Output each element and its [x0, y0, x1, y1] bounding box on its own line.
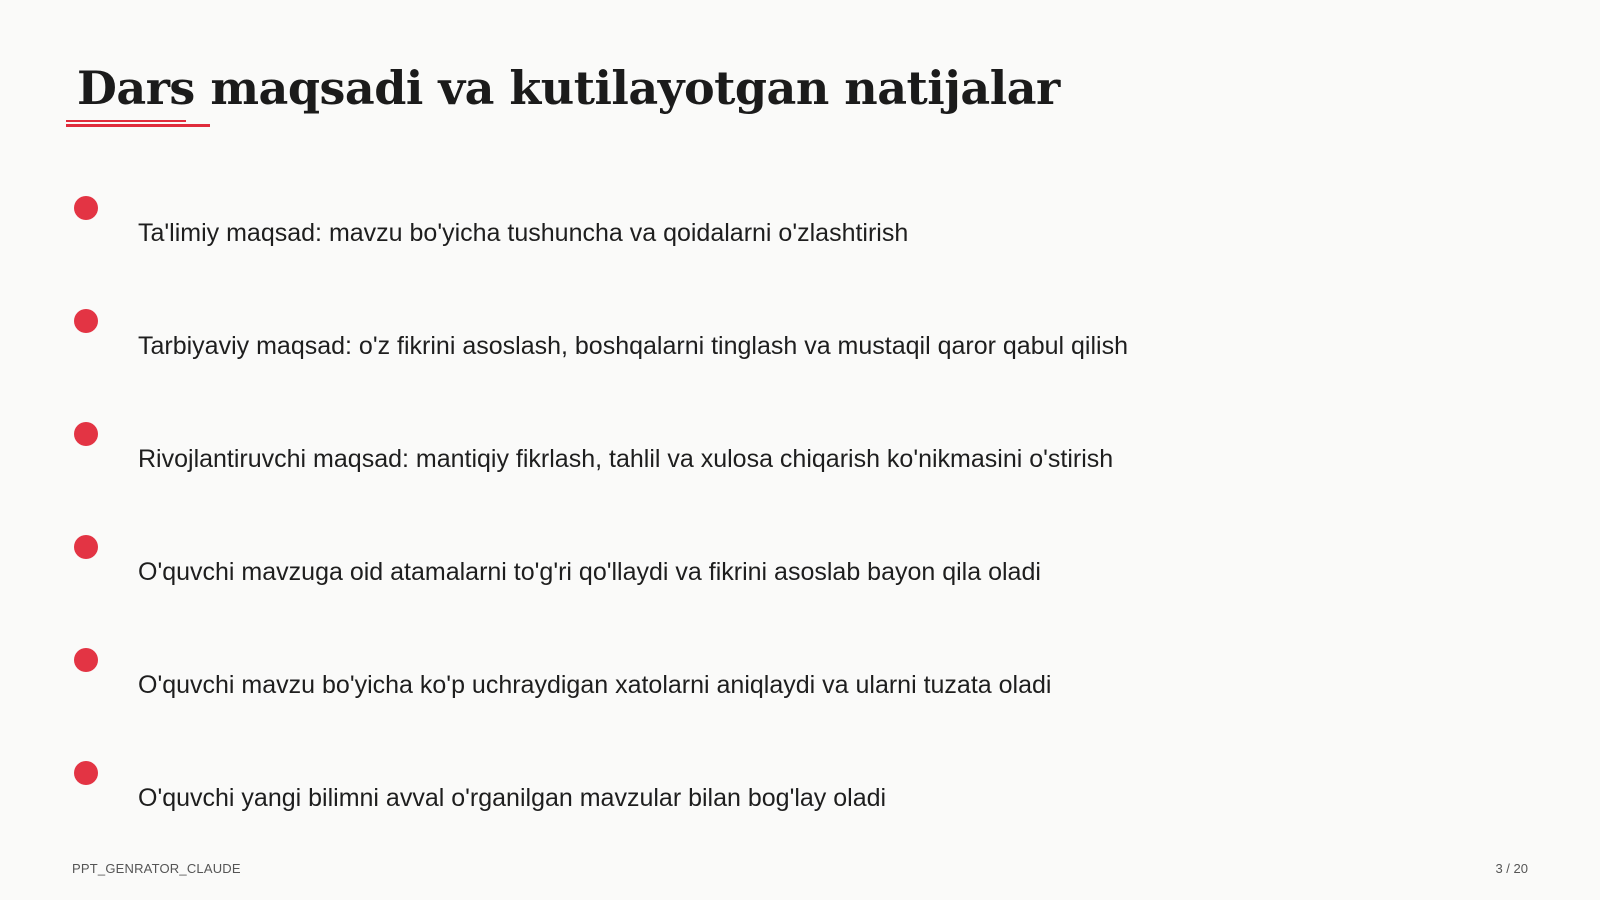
bullet-dot-icon: [74, 761, 98, 785]
footer-source-label: PPT_GENRATOR_CLAUDE: [72, 861, 241, 876]
underline-bar-bottom: [66, 124, 210, 127]
list-item: [0, 761, 1600, 841]
title-underline-accent: [66, 120, 210, 125]
bullet-text: O'quvchi yangi bilimni avval o'rganilgan mavzular bilan bog'lay oladi: [138, 784, 887, 812]
bullet-text: Tarbiyaviy maqsad: o'z fikrini asoslash, boshqalarni tinglash va mustaqil qaror qabul qilish: [138, 332, 1128, 360]
list-item: [0, 196, 1600, 276]
bullet-text: O'quvchi mavzuga oid atamalarni to'g'ri qo'llaydi va fikrini asoslab bayon qila oladi: [138, 558, 1041, 586]
page-number: 3 / 20: [1495, 861, 1528, 876]
list-item: [0, 648, 1600, 728]
bullet-dot-icon: [74, 422, 98, 446]
bullet-text: O'quvchi mavzu bo'yicha ko'p uchraydigan xatolarni aniqlaydi va ularni tuzata oladi: [138, 671, 1052, 699]
bullet-dot-icon: [74, 648, 98, 672]
bullet-dot-icon: [74, 309, 98, 333]
bullet-dot-icon: [74, 535, 98, 559]
list-item: [0, 309, 1600, 389]
slide-title: Dars maqsadi va kutilayotgan natijalar: [77, 61, 1060, 115]
underline-bar-top: [66, 120, 186, 122]
bullet-dot-icon: [74, 196, 98, 220]
bullet-text: Rivojlantiruvchi maqsad: mantiqiy fikrlash, tahlil va xulosa chiqarish ko'nikmasini o'stirish: [138, 445, 1114, 473]
bullet-text: Ta'limiy maqsad: mavzu bo'yicha tushuncha va qoidalarni o'zlashtirish: [138, 219, 909, 247]
list-item: [0, 535, 1600, 615]
list-item: [0, 422, 1600, 502]
